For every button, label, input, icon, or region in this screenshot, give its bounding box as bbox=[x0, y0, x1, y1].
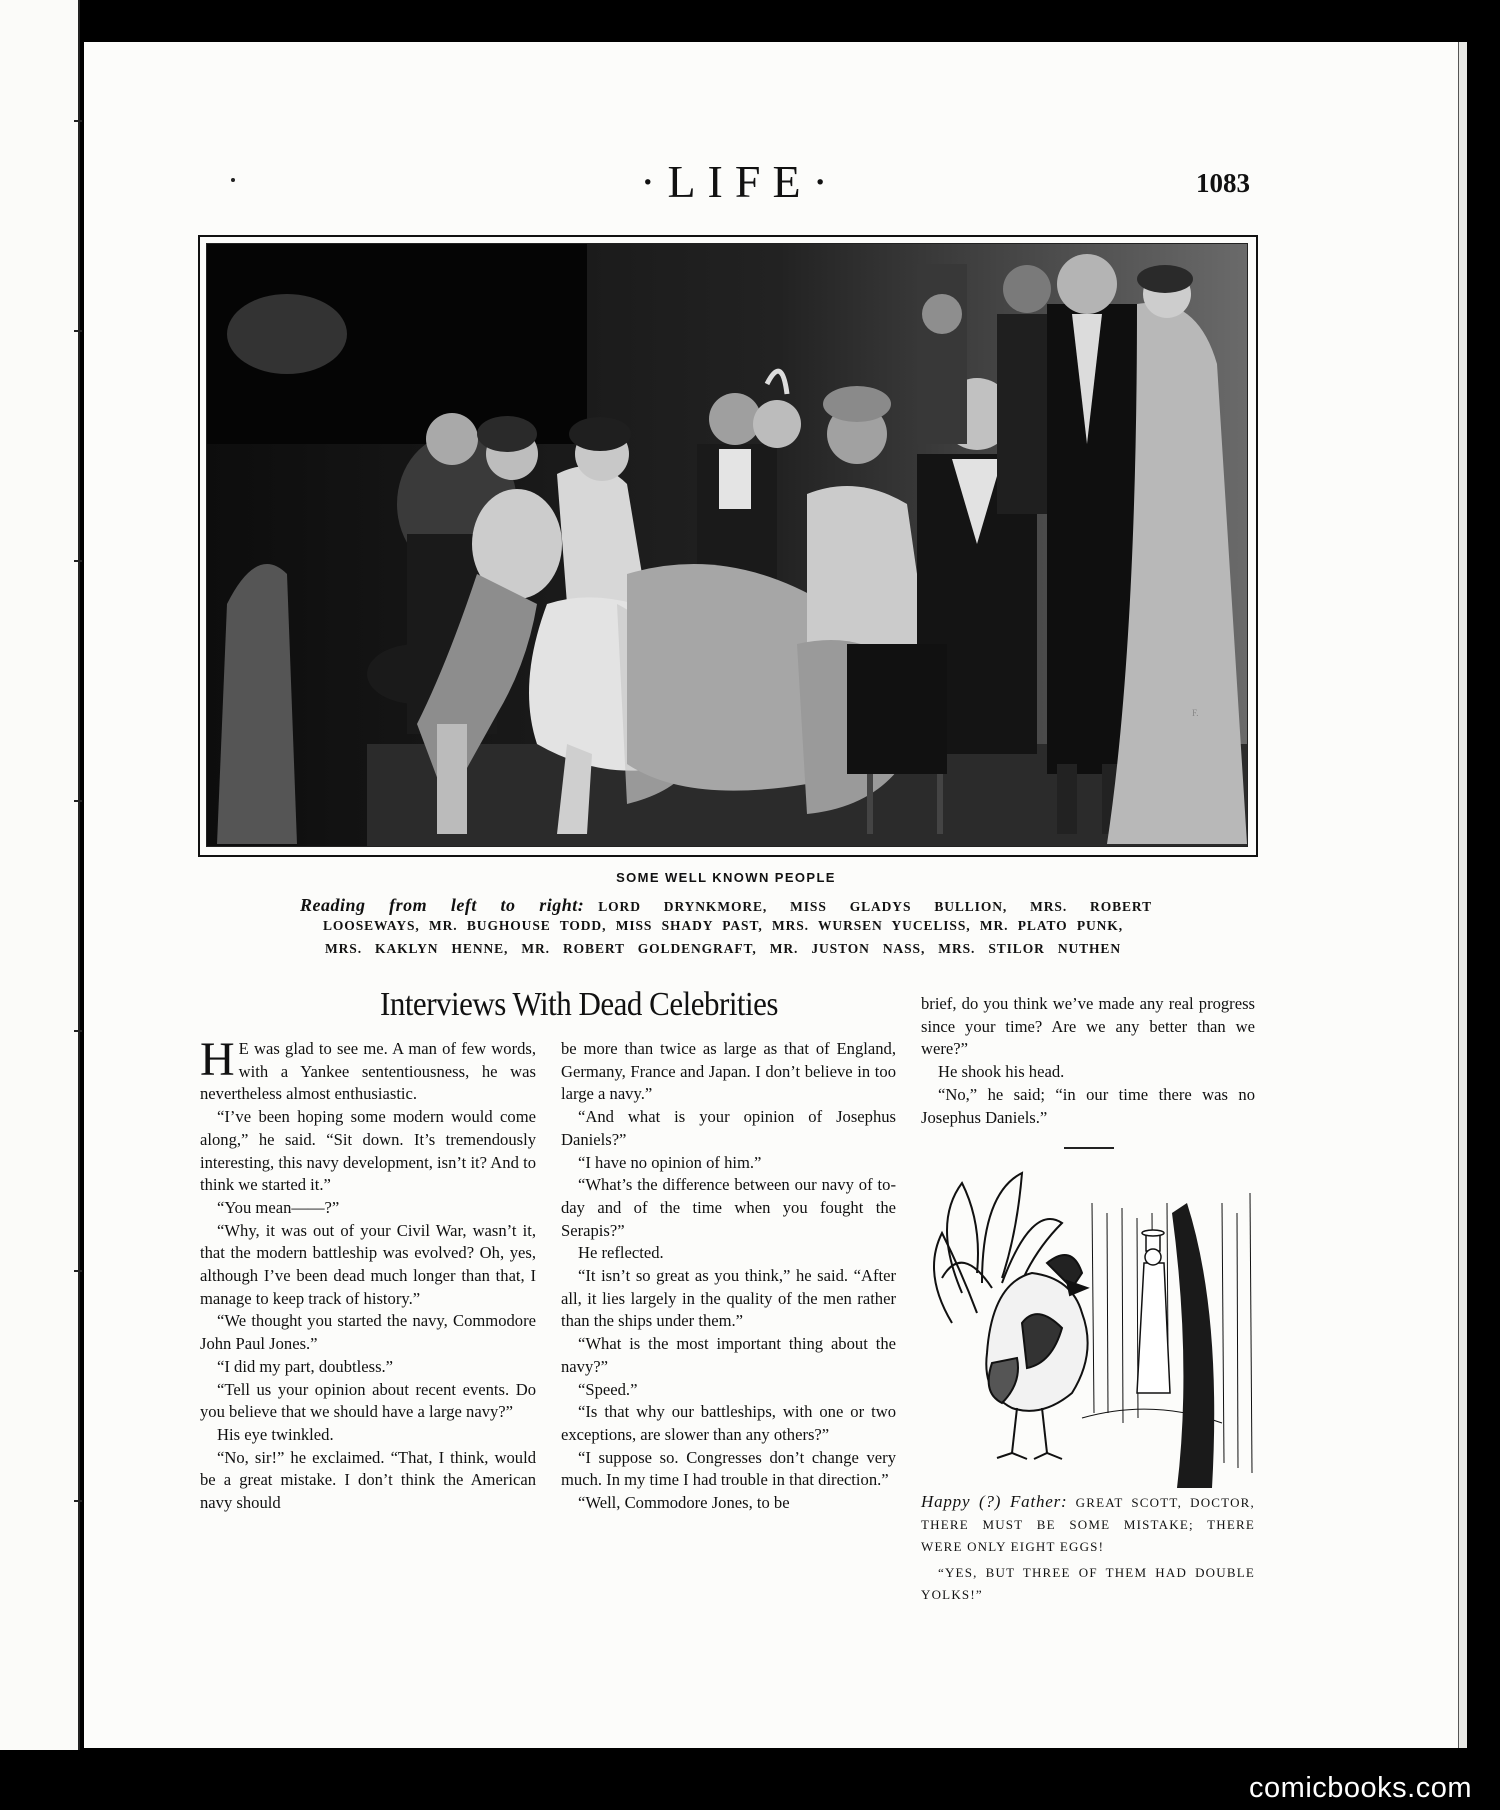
illustration-caption-title: SOME WELL KNOWN PEOPLE bbox=[616, 870, 836, 885]
paragraph: “No, sir!” he exclaimed. “That, I think, would be a great mistake. I don’t think the American navy should bbox=[200, 1447, 536, 1513]
illustration-caption-line-1 bbox=[300, 895, 1152, 916]
paragraph: “Why, it was out of your Civil War, wasn’t it, that the modern battleship was evolved? Oh, yes, although I’ve been dead much longer than that, I manage to keep track of history.” bbox=[200, 1220, 536, 1308]
cartoon-caption-line-2: “YES, BUT THREE OF THEM HAD DOUBLE YOLKS!” bbox=[921, 1565, 1255, 1602]
caption-lead: Reading from left to right: bbox=[300, 895, 585, 915]
paragraph: “No,” he said; “in our time there was no Josephus Daniels.” bbox=[921, 1084, 1255, 1127]
cartoon-caption bbox=[921, 1491, 1255, 1606]
paragraph-continued: be more than twice as large as that of England, Germany, France and Japan. I don’t believe in too large a navy.” bbox=[561, 1039, 896, 1104]
article-column-1 bbox=[200, 1033, 536, 1515]
illustration-caption-line-3: MRS. KAKLYN HENNE, MR. ROBERT GOLDENGRAFT, MR. JUSTON NASS, MRS. STILOR NUTHEN bbox=[325, 941, 1121, 956]
paragraph-opening: H E was glad to see me. A man of few words, with a Yankee sententiousness, he was nevertheless almost enthusiastic. bbox=[200, 1033, 536, 1104]
paragraph: “Well, Commodore Jones, to be bbox=[578, 1493, 790, 1513]
paragraph: “We thought you started the navy, Commodore John Paul Jones.” bbox=[200, 1311, 536, 1354]
paragraph: “I have no opinion of him.” bbox=[578, 1152, 762, 1172]
article-headline: Interviews With Dead Celebrities bbox=[380, 984, 778, 1023]
rooster-cartoon bbox=[922, 1163, 1256, 1488]
party-scene-drawing bbox=[207, 244, 1247, 846]
header-ornament bbox=[231, 178, 235, 182]
paragraph: He reflected. bbox=[578, 1243, 664, 1263]
paragraph: “I’ve been hoping some modern would come along,” he said. “Sit down. It’s tremendously interesting, this navy development, isn’t it? And to think we started it.” bbox=[200, 1107, 536, 1195]
paragraph: “Is that why our battleships, with one or two exceptions, are slower than any others?” bbox=[561, 1402, 896, 1444]
watermark: comicbooks.com bbox=[1249, 1772, 1472, 1804]
drop-cap: H bbox=[200, 1033, 235, 1086]
cartoon-speaker: Happy (?) Father: bbox=[921, 1492, 1068, 1511]
article-column-3 bbox=[921, 993, 1255, 1129]
paragraph: His eye twinkled. bbox=[217, 1424, 334, 1444]
paragraph: He shook his head. bbox=[938, 1062, 1065, 1082]
cartoon-caption-line-1: Happy (?) Father: GREAT SCOTT, DOCTOR, THERE MUST BE SOME MISTAKE; THERE WERE ONLY EIGHT EGGS! bbox=[921, 1492, 1255, 1554]
rooster-cartoon-drawing bbox=[922, 1163, 1256, 1488]
paragraph: “It isn’t so great as you think,” he said. “After all, it lies largely in the quality of the men rather than the ships under them.” bbox=[561, 1266, 896, 1331]
masthead: ·LIFE· bbox=[640, 156, 840, 207]
section-divider bbox=[1064, 1147, 1114, 1149]
caption-names-1: LORD DRYNKMORE, MISS GLADYS BULLION, MRS. ROBERT bbox=[598, 899, 1152, 914]
illustration-frame bbox=[198, 235, 1258, 857]
party-scene-illustration bbox=[206, 243, 1248, 847]
article-column-2 bbox=[561, 1038, 896, 1515]
illustration-caption-line-2: LOOSEWAYS, MR. BUGHOUSE TODD, MISS SHADY PAST, MRS. WURSEN YUCELISS, MR. PLATO PUNK, bbox=[323, 918, 1123, 933]
paragraph: “Tell us your opinion about recent events. Do you believe that we should have a large navy?” bbox=[200, 1379, 536, 1422]
paragraph: “And what is your opinion of Josephus Daniels?” bbox=[561, 1107, 896, 1149]
facing-page-edge bbox=[0, 0, 80, 1760]
paragraph-continued: brief, do you think we’ve made any real progress since your time? Are we any better than we were?” bbox=[921, 994, 1255, 1059]
paragraph: “You mean——?” bbox=[217, 1197, 340, 1217]
paragraph: “I did my part, doubtless.” bbox=[217, 1356, 394, 1376]
paragraph: “What is the most important thing about the navy?” bbox=[561, 1334, 896, 1376]
paragraph: “Speed.” bbox=[578, 1379, 638, 1399]
page-edge bbox=[1458, 42, 1467, 1748]
page-number: 1083 bbox=[1196, 168, 1250, 198]
paragraph: “I suppose so. Congresses don’t change very much. In my time I had trouble in that direction.” bbox=[561, 1447, 896, 1490]
paragraph: “What’s the difference between our navy of to-day and of the time when you fought the Serapis?” bbox=[561, 1175, 896, 1240]
artist-signature: F. bbox=[1192, 708, 1199, 718]
